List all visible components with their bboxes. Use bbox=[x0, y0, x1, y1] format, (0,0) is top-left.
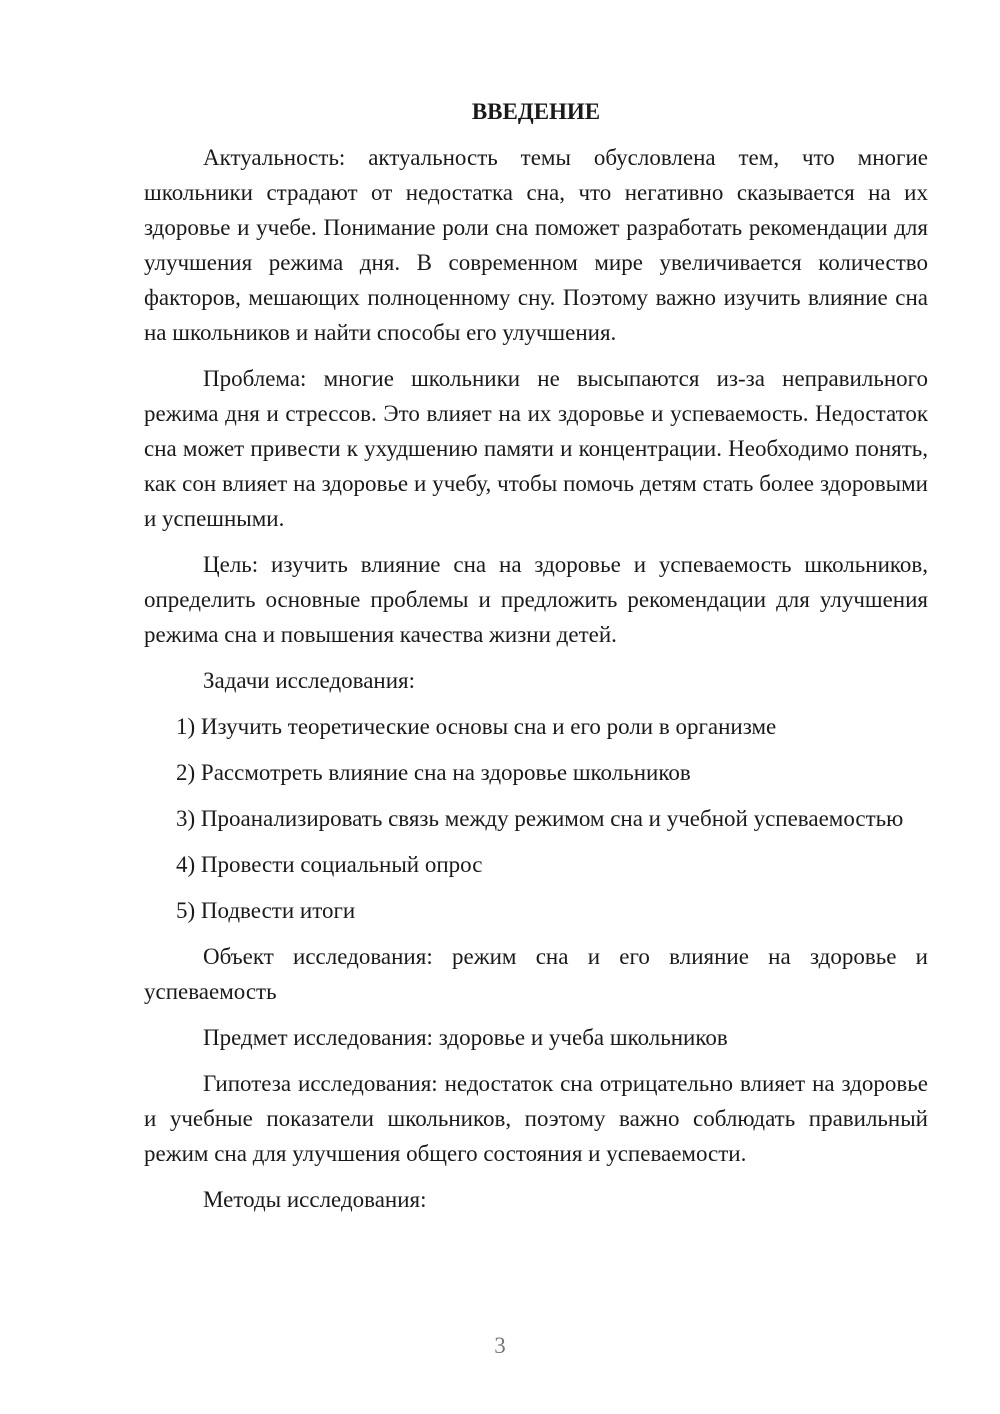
hypothesis-paragraph: Гипотеза исследования: недостаток сна отрицательно влияет на здоровье и учебные показатели школьников, поэтому важно соблюдать правильный режим сна для улучшения общего состояния и успеваемости. bbox=[144, 1071, 928, 1166]
task-item-4: 4) Провести социальный опрос bbox=[176, 852, 483, 877]
task-item-3: 3) Проанализировать связь между режимом сна и учебной успеваемостью bbox=[176, 806, 904, 831]
section-title: ВВЕДЕНИЕ bbox=[471, 99, 601, 124]
task-item-5: 5) Подвести итоги bbox=[176, 898, 356, 923]
task-item-2: 2) Рассмотреть влияние сна на здоровье школьников bbox=[176, 760, 691, 785]
task-item-1: 1) Изучить теоретические основы сна и его роли в организме bbox=[176, 714, 777, 739]
methods-heading: Методы исследования: bbox=[203, 1187, 427, 1212]
page-body bbox=[144, 94, 928, 1228]
problem-paragraph: Проблема: многие школьники не высыпаются из-за неправильного режима дня и стрессов. Это влияет на их здоровье и успеваемость. Недостаток сна может привести к ухудшению памяти и концентрации. Необходимо понять, как сон влияет на здоровье и учебу, чтобы помочь детям стать более здоровыми и успешными. bbox=[144, 366, 928, 531]
goal-paragraph: Цель: изучить влияние сна на здоровье и успеваемость школьников, определить основные проблемы и предложить рекомендации для улучшения режима сна и повышения качества жизни детей. bbox=[144, 552, 928, 647]
object-paragraph: Объект исследования: режим сна и его влияние на здоровье и успеваемость bbox=[144, 944, 928, 1004]
relevance-paragraph: Актуальность: актуальность темы обусловлена тем, что многие школьники страдают от недостатка сна, что негативно сказывается на их здоровье и учебе. Понимание роли сна поможет разработать рекомендации для улучшения режима дня. В современном мире увеличивается количество факторов, мешающих полноценному сну. Поэтому важно изучить влияние сна на школьников и найти способы его улучшения. bbox=[144, 145, 928, 345]
subject-paragraph: Предмет исследования: здоровье и учеба школьников bbox=[203, 1025, 728, 1050]
page-number: 3 bbox=[494, 1333, 506, 1358]
tasks-heading: Задачи исследования: bbox=[203, 668, 416, 693]
